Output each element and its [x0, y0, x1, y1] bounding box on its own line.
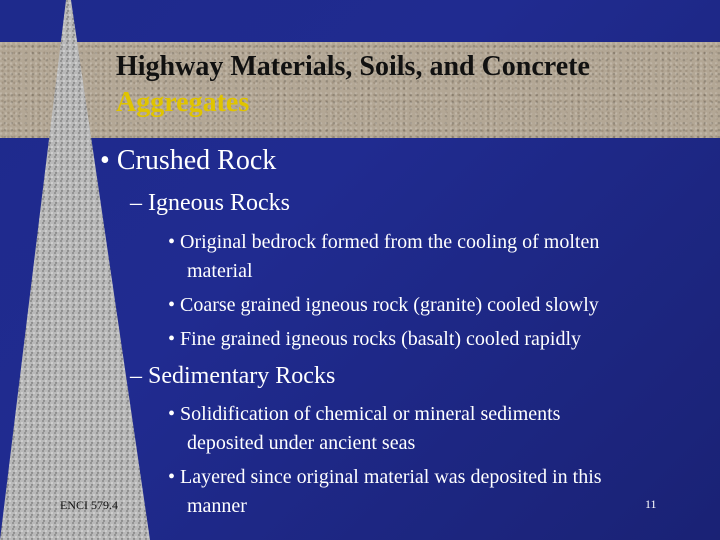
sub-bullet-label: Igneous Rocks — [148, 190, 290, 216]
list-item-continued — [187, 257, 253, 286]
item-text: material — [187, 260, 253, 282]
item-text: Fine grained igneous rocks (basalt) cooled rapidly — [180, 328, 582, 350]
bullet-marker: • — [168, 466, 176, 488]
dash-marker: – — [130, 190, 142, 216]
dash-marker: – — [130, 363, 142, 389]
list-item — [168, 228, 599, 257]
item-text: Solidification of chemical or mineral sediments — [180, 403, 561, 425]
bullet-crushed-rock — [100, 145, 276, 177]
item-text: manner — [187, 495, 247, 517]
bullet-marker: • — [100, 145, 110, 176]
list-item — [168, 463, 602, 492]
bullet-marker: • — [168, 328, 176, 350]
item-text: Original bedrock formed from the cooling of molten — [180, 231, 600, 253]
list-item-continued — [187, 429, 415, 458]
slide-number: 11 — [645, 497, 657, 511]
bullet-marker: • — [168, 231, 176, 253]
item-text: deposited under ancient seas — [187, 432, 416, 454]
list-item — [168, 400, 560, 429]
list-item — [168, 291, 599, 320]
bullet-label: Crushed Rock — [116, 145, 277, 176]
slide-title — [116, 49, 590, 121]
sub-bullet-sedimentary — [130, 363, 335, 390]
title-line-1: Highway Materials, Soils, and Concrete — [116, 51, 590, 82]
item-text: Coarse grained igneous rock (granite) cooled slowly — [180, 294, 599, 316]
bullet-marker: • — [168, 403, 176, 425]
list-item-continued — [187, 492, 247, 521]
footer-course-code: ENCI 579.4 — [60, 498, 118, 512]
item-text: Layered since original material was deposited in this — [180, 466, 602, 488]
title-line-2: Aggregates — [116, 87, 250, 118]
sub-bullet-igneous — [130, 190, 290, 217]
sub-bullet-label: Sedimentary Rocks — [148, 363, 336, 389]
list-item — [168, 325, 581, 354]
bullet-marker: • — [168, 294, 176, 316]
